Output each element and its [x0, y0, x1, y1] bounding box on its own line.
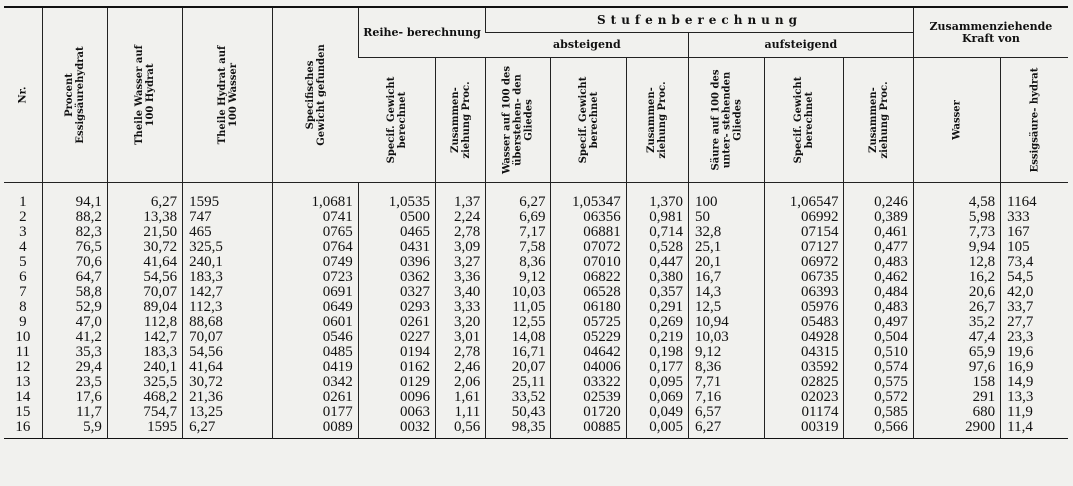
header-spec-gefunden: [273, 7, 358, 183]
header-ab-spec: [551, 58, 626, 183]
cell-ab-spec: 03322: [551, 375, 626, 390]
cell-ab-spec: 06528: [551, 285, 626, 300]
cell-reihe-spec: 0096: [358, 390, 435, 405]
table-row: [4, 240, 1068, 255]
cell-ab-spec: 07072: [551, 240, 626, 255]
cell-theile-hydrat: 41,64: [183, 360, 273, 375]
cell-procent: 41,2: [42, 330, 107, 345]
cell-ab-spec: 02539: [551, 390, 626, 405]
cell-theile-hydrat: 30,72: [183, 375, 273, 390]
header-stufen: Stufenberechnung: [486, 7, 914, 33]
cell-kraft-wasser: 4,58: [913, 195, 1000, 210]
cell-theile-hydrat: 465: [183, 225, 273, 240]
cell-ab-zus: 0,069: [626, 390, 688, 405]
cell-reihe-zus: 3,27: [436, 255, 486, 270]
cell-reihe-zus: 3,20: [436, 315, 486, 330]
cell-procent: 58,8: [42, 285, 107, 300]
cell-theile-wasser: 30,72: [107, 240, 182, 255]
cell-kraft-wasser: 35,2: [913, 315, 1000, 330]
cell-reihe-spec: 0396: [358, 255, 435, 270]
header-ab-zus-label: Zusammen- ziehung Proc.: [646, 81, 669, 159]
cell-theile-wasser: 1595: [107, 420, 182, 439]
cell-kraft-hydrat: 105: [1001, 240, 1068, 255]
cell-spec-gefunden: 0419: [273, 360, 358, 375]
cell-reihe-spec: 0465: [358, 225, 435, 240]
cell-auf-saeure: 10,94: [688, 315, 764, 330]
cell-ab-zus: 0,095: [626, 375, 688, 390]
cell-reihe-zus: 3,36: [436, 270, 486, 285]
cell-auf-zus: 0,483: [844, 255, 913, 270]
cell-theile-wasser: 13,38: [107, 210, 182, 225]
cell-theile-hydrat: 112,3: [183, 300, 273, 315]
cell-auf-spec: 1,06547: [765, 195, 844, 210]
cell-auf-zus: 0,477: [844, 240, 913, 255]
cell-ab-wasser: 8,36: [486, 255, 551, 270]
cell-auf-zus: 0,575: [844, 375, 913, 390]
cell-auf-zus: 0,497: [844, 315, 913, 330]
header-ab-zus: [626, 58, 688, 183]
header-nr-label: Nr.: [17, 86, 29, 104]
cell-reihe-zus: 2,06: [436, 375, 486, 390]
cell-theile-wasser: 54,56: [107, 270, 182, 285]
cell-nr: 14: [15, 389, 31, 405]
header-theile-hydrat-label: Theile Hydrat auf 100 Wasser: [216, 45, 239, 145]
table-row: [4, 390, 1068, 405]
cell-kraft-hydrat: 16,9: [1001, 360, 1068, 375]
cell-ab-spec: 04006: [551, 360, 626, 375]
cell-kraft-wasser: 9,94: [913, 240, 1000, 255]
cell-ab-zus: 0,005: [626, 420, 688, 439]
cell-procent: 35,3: [42, 345, 107, 360]
cell-auf-spec: 00319: [765, 420, 844, 439]
header-ab-wasser: [486, 58, 551, 183]
cell-theile-wasser: 112,8: [107, 315, 182, 330]
cell-ab-wasser: 50,43: [486, 405, 551, 420]
cell-theile-hydrat: 1595: [183, 195, 273, 210]
cell-ab-wasser: 10,03: [486, 285, 551, 300]
header-reihe-zus: [436, 58, 486, 183]
cell-auf-spec: 02023: [765, 390, 844, 405]
cell-theile-hydrat: 70,07: [183, 330, 273, 345]
header-kraft-wasser-label: Wasser: [951, 100, 963, 140]
cell-reihe-spec: 0129: [358, 375, 435, 390]
cell-nr: 9: [19, 314, 27, 330]
cell-reihe-zus: 2,78: [436, 225, 486, 240]
cell-kraft-wasser: 20,6: [913, 285, 1000, 300]
cell-theile-wasser: 754,7: [107, 405, 182, 420]
header-reihe-spec-label: Specif. Gewicht berechnet: [385, 76, 408, 164]
header-auf-saeure: [688, 58, 764, 183]
cell-theile-hydrat: 183,3: [183, 270, 273, 285]
cell-auf-saeure: 7,71: [688, 375, 764, 390]
cell-nr: 13: [15, 374, 31, 390]
cell-spec-gefunden: 0089: [273, 420, 358, 439]
cell-auf-saeure: 12,5: [688, 300, 764, 315]
cell-auf-saeure: 32,8: [688, 225, 764, 240]
cell-ab-zus: 0,380: [626, 270, 688, 285]
cell-reihe-spec: 0293: [358, 300, 435, 315]
cell-kraft-wasser: 47,4: [913, 330, 1000, 345]
cell-kraft-wasser: 26,7: [913, 300, 1000, 315]
cell-ab-wasser: 12,55: [486, 315, 551, 330]
cell-theile-hydrat: 13,25: [183, 405, 273, 420]
cell-ab-wasser: 20,07: [486, 360, 551, 375]
cell-spec-gefunden: 0177: [273, 405, 358, 420]
acetic-acid-table: [4, 6, 1068, 439]
table-row: [4, 300, 1068, 315]
cell-auf-saeure: 10,03: [688, 330, 764, 345]
header-auf-zus: [844, 58, 913, 183]
cell-ab-wasser: 6,27: [486, 195, 551, 210]
cell-ab-spec: 01720: [551, 405, 626, 420]
cell-procent: 11,7: [42, 405, 107, 420]
cell-ab-wasser: 7,58: [486, 240, 551, 255]
cell-auf-saeure: 16,7: [688, 270, 764, 285]
table-row: [4, 330, 1068, 345]
cell-nr: 5: [19, 254, 27, 270]
cell-ab-spec: 06822: [551, 270, 626, 285]
cell-nr: 7: [19, 284, 27, 300]
cell-ab-zus: 0,714: [626, 225, 688, 240]
cell-reihe-zus: 3,40: [436, 285, 486, 300]
cell-reihe-zus: 3,33: [436, 300, 486, 315]
cell-theile-hydrat: 142,7: [183, 285, 273, 300]
cell-theile-wasser: 240,1: [107, 360, 182, 375]
cell-kraft-hydrat: 73,4: [1001, 255, 1068, 270]
header-procent: [42, 7, 107, 183]
cell-reihe-zus: 1,61: [436, 390, 486, 405]
cell-auf-spec: 06992: [765, 210, 844, 225]
cell-procent: 23,5: [42, 375, 107, 390]
cell-nr: 4: [19, 239, 27, 255]
cell-ab-spec: 1,05347: [551, 195, 626, 210]
cell-kraft-hydrat: 11,9: [1001, 405, 1068, 420]
cell-kraft-hydrat: 1164: [1001, 195, 1068, 210]
cell-auf-saeure: 100: [688, 195, 764, 210]
cell-ab-spec: 06180: [551, 300, 626, 315]
cell-auf-saeure: 8,36: [688, 360, 764, 375]
cell-auf-saeure: 25,1: [688, 240, 764, 255]
cell-spec-gefunden: 0261: [273, 390, 358, 405]
cell-spec-gefunden: 0649: [273, 300, 358, 315]
cell-ab-zus: 1,370: [626, 195, 688, 210]
cell-reihe-zus: 3,09: [436, 240, 486, 255]
cell-reihe-spec: 0261: [358, 315, 435, 330]
cell-spec-gefunden: 0765: [273, 225, 358, 240]
cell-ab-wasser: 11,05: [486, 300, 551, 315]
cell-auf-zus: 0,389: [844, 210, 913, 225]
cell-kraft-hydrat: 19,6: [1001, 345, 1068, 360]
cell-spec-gefunden: 0741: [273, 210, 358, 225]
cell-nr: 1: [19, 194, 27, 210]
cell-nr: 15: [15, 404, 31, 420]
cell-procent: 47,0: [42, 315, 107, 330]
cell-spec-gefunden: 0749: [273, 255, 358, 270]
table-row: [4, 405, 1068, 420]
cell-reihe-spec: 0227: [358, 330, 435, 345]
header-spec-gefunden-label: Specifisches Gewicht gefunden: [304, 44, 327, 146]
cell-auf-spec: 06735: [765, 270, 844, 285]
cell-auf-spec: 04928: [765, 330, 844, 345]
cell-reihe-spec: 1,0535: [358, 195, 435, 210]
cell-ab-zus: 0,291: [626, 300, 688, 315]
cell-kraft-hydrat: 33,7: [1001, 300, 1068, 315]
cell-auf-saeure: 9,12: [688, 345, 764, 360]
header-kraft-hydrat-label: Essigsäure- hydrat: [1029, 67, 1041, 173]
cell-theile-hydrat: 21,36: [183, 390, 273, 405]
cell-ab-zus: 0,269: [626, 315, 688, 330]
cell-nr: 11: [15, 344, 31, 360]
cell-auf-spec: 03592: [765, 360, 844, 375]
cell-auf-zus: 0,461: [844, 225, 913, 240]
cell-kraft-wasser: 7,73: [913, 225, 1000, 240]
cell-auf-saeure: 20,1: [688, 255, 764, 270]
cell-reihe-zus: 1,37: [436, 195, 486, 210]
cell-auf-zus: 0,462: [844, 270, 913, 285]
cell-nr: 2: [19, 209, 27, 225]
table-row: [4, 375, 1068, 390]
cell-ab-zus: 0,447: [626, 255, 688, 270]
cell-kraft-hydrat: 23,3: [1001, 330, 1068, 345]
cell-ab-wasser: 16,71: [486, 345, 551, 360]
header-theile-hydrat: [183, 7, 273, 183]
cell-spec-gefunden: 0485: [273, 345, 358, 360]
cell-procent: 82,3: [42, 225, 107, 240]
cell-theile-hydrat: 88,68: [183, 315, 273, 330]
header-reihe-zus-label: Zusammen- ziehung Proc.: [449, 81, 472, 159]
cell-nr: 16: [15, 419, 31, 435]
cell-auf-zus: 0,566: [844, 420, 913, 439]
cell-theile-hydrat: 747: [183, 210, 273, 225]
cell-theile-wasser: 468,2: [107, 390, 182, 405]
cell-reihe-spec: 0063: [358, 405, 435, 420]
table-row: [4, 225, 1068, 240]
cell-ab-wasser: 6,69: [486, 210, 551, 225]
cell-spec-gefunden: 0546: [273, 330, 358, 345]
cell-nr: 6: [19, 269, 27, 285]
cell-ab-zus: 0,981: [626, 210, 688, 225]
header-theile-wasser-label: Theile Wasser auf 100 Hydrat: [133, 45, 156, 145]
cell-auf-saeure: 6,27: [688, 420, 764, 439]
header-nr: [4, 7, 42, 183]
cell-ab-wasser: 25,11: [486, 375, 551, 390]
cell-kraft-wasser: 158: [913, 375, 1000, 390]
cell-kraft-hydrat: 333: [1001, 210, 1068, 225]
cell-reihe-spec: 0194: [358, 345, 435, 360]
cell-ab-spec: 04642: [551, 345, 626, 360]
cell-procent: 94,1: [42, 195, 107, 210]
cell-theile-hydrat: 54,56: [183, 345, 273, 360]
cell-kraft-wasser: 16,2: [913, 270, 1000, 285]
cell-auf-saeure: 14,3: [688, 285, 764, 300]
cell-ab-spec: 00885: [551, 420, 626, 439]
header-kraft-wasser: [913, 58, 1000, 183]
cell-reihe-zus: 3,01: [436, 330, 486, 345]
cell-reihe-spec: 0327: [358, 285, 435, 300]
cell-auf-spec: 06972: [765, 255, 844, 270]
cell-ab-spec: 06356: [551, 210, 626, 225]
header-reihe: Reihe- berechnung: [358, 7, 485, 58]
data-table-container: [4, 6, 1068, 439]
header-kraft-hydrat: [1001, 58, 1068, 183]
cell-auf-spec: 05976: [765, 300, 844, 315]
cell-theile-hydrat: 6,27: [183, 420, 273, 439]
cell-theile-hydrat: 240,1: [183, 255, 273, 270]
table-row: [4, 255, 1068, 270]
cell-reihe-zus: 0,56: [436, 420, 486, 439]
header-auf-saeure-label: Säure auf 100 des unter- stehenden Gliedes: [710, 69, 744, 171]
cell-kraft-wasser: 5,98: [913, 210, 1000, 225]
header-theile-wasser: [107, 7, 182, 183]
header-reihe-spec: [358, 58, 435, 183]
cell-auf-spec: 07127: [765, 240, 844, 255]
cell-spec-gefunden: 0601: [273, 315, 358, 330]
cell-auf-spec: 07154: [765, 225, 844, 240]
cell-auf-zus: 0,246: [844, 195, 913, 210]
header-procent-label: Procent Essigsäurehydrat: [63, 46, 86, 144]
cell-reihe-zus: 2,46: [436, 360, 486, 375]
cell-theile-wasser: 325,5: [107, 375, 182, 390]
cell-ab-zus: 0,528: [626, 240, 688, 255]
cell-auf-zus: 0,483: [844, 300, 913, 315]
header-aufsteigend: aufsteigend: [688, 33, 913, 58]
cell-kraft-wasser: 65,9: [913, 345, 1000, 360]
cell-auf-spec: 04315: [765, 345, 844, 360]
cell-auf-spec: 05483: [765, 315, 844, 330]
cell-ab-zus: 0,177: [626, 360, 688, 375]
cell-nr: 3: [19, 224, 27, 240]
cell-ab-spec: 06881: [551, 225, 626, 240]
cell-kraft-hydrat: 54,5: [1001, 270, 1068, 285]
cell-procent: 76,5: [42, 240, 107, 255]
cell-kraft-hydrat: 42,0: [1001, 285, 1068, 300]
cell-theile-wasser: 89,04: [107, 300, 182, 315]
cell-ab-zus: 0,219: [626, 330, 688, 345]
header-ab-wasser-label: Wasser auf 100 des überstehen- den Gliedes: [501, 65, 535, 175]
cell-reihe-spec: 0431: [358, 240, 435, 255]
cell-theile-hydrat: 325,5: [183, 240, 273, 255]
table-body: [4, 183, 1068, 439]
cell-reihe-spec: 0500: [358, 210, 435, 225]
header-kraft: Zusammenziehende Kraft von: [913, 7, 1068, 58]
cell-procent: 64,7: [42, 270, 107, 285]
header-auf-spec: [765, 58, 844, 183]
cell-kraft-hydrat: 13,3: [1001, 390, 1068, 405]
cell-kraft-hydrat: 167: [1001, 225, 1068, 240]
cell-auf-spec: 06393: [765, 285, 844, 300]
cell-auf-saeure: 50: [688, 210, 764, 225]
cell-auf-spec: 01174: [765, 405, 844, 420]
cell-theile-wasser: 183,3: [107, 345, 182, 360]
cell-kraft-hydrat: 11,4: [1001, 420, 1068, 439]
cell-spec-gefunden: 0764: [273, 240, 358, 255]
cell-reihe-zus: 1,11: [436, 405, 486, 420]
header-ab-spec-label: Specif. Gewicht berechnet: [577, 76, 600, 164]
cell-kraft-wasser: 12,8: [913, 255, 1000, 270]
cell-theile-wasser: 6,27: [107, 195, 182, 210]
cell-theile-wasser: 21,50: [107, 225, 182, 240]
cell-nr: 10: [15, 329, 31, 345]
cell-auf-saeure: 7,16: [688, 390, 764, 405]
cell-procent: 70,6: [42, 255, 107, 270]
cell-procent: 52,9: [42, 300, 107, 315]
table-row: [4, 420, 1068, 439]
cell-kraft-wasser: 291: [913, 390, 1000, 405]
cell-kraft-wasser: 2900: [913, 420, 1000, 439]
cell-theile-wasser: 142,7: [107, 330, 182, 345]
cell-spec-gefunden: 0342: [273, 375, 358, 390]
cell-reihe-zus: 2,78: [436, 345, 486, 360]
cell-ab-spec: 05725: [551, 315, 626, 330]
table-row: [4, 210, 1068, 225]
cell-auf-spec: 02825: [765, 375, 844, 390]
cell-ab-zus: 0,049: [626, 405, 688, 420]
cell-kraft-hydrat: 14,9: [1001, 375, 1068, 390]
cell-reihe-spec: 0162: [358, 360, 435, 375]
cell-procent: 17,6: [42, 390, 107, 405]
cell-reihe-spec: 0032: [358, 420, 435, 439]
cell-ab-wasser: 98,35: [486, 420, 551, 439]
table-row: [4, 195, 1068, 210]
cell-procent: 29,4: [42, 360, 107, 375]
cell-ab-wasser: 9,12: [486, 270, 551, 285]
cell-kraft-hydrat: 27,7: [1001, 315, 1068, 330]
cell-reihe-zus: 2,24: [436, 210, 486, 225]
cell-spec-gefunden: 0691: [273, 285, 358, 300]
header-auf-zus-label: Zusammen- ziehung Proc.: [867, 81, 890, 159]
cell-kraft-wasser: 680: [913, 405, 1000, 420]
cell-auf-zus: 0,585: [844, 405, 913, 420]
cell-theile-wasser: 41,64: [107, 255, 182, 270]
cell-auf-zus: 0,484: [844, 285, 913, 300]
cell-ab-wasser: 14,08: [486, 330, 551, 345]
cell-procent: 88,2: [42, 210, 107, 225]
cell-ab-wasser: 7,17: [486, 225, 551, 240]
cell-auf-zus: 0,510: [844, 345, 913, 360]
header-auf-spec-label: Specif. Gewicht berechnet: [793, 76, 816, 164]
cell-auf-zus: 0,504: [844, 330, 913, 345]
cell-theile-wasser: 70,07: [107, 285, 182, 300]
cell-kraft-wasser: 97,6: [913, 360, 1000, 375]
table-row: [4, 285, 1068, 300]
cell-reihe-spec: 0362: [358, 270, 435, 285]
table-row: [4, 360, 1068, 375]
cell-nr: 12: [15, 359, 31, 375]
cell-ab-spec: 07010: [551, 255, 626, 270]
table-row: [4, 345, 1068, 360]
cell-procent: 5,9: [42, 420, 107, 439]
cell-ab-zus: 0,198: [626, 345, 688, 360]
cell-auf-saeure: 6,57: [688, 405, 764, 420]
cell-ab-zus: 0,357: [626, 285, 688, 300]
cell-auf-zus: 0,572: [844, 390, 913, 405]
cell-ab-wasser: 33,52: [486, 390, 551, 405]
table-row: [4, 315, 1068, 330]
cell-auf-zus: 0,574: [844, 360, 913, 375]
cell-spec-gefunden: 1,0681: [273, 195, 358, 210]
cell-ab-spec: 05229: [551, 330, 626, 345]
cell-nr: 8: [19, 299, 27, 315]
cell-spec-gefunden: 0723: [273, 270, 358, 285]
header-absteigend: absteigend: [486, 33, 689, 58]
table-row: [4, 270, 1068, 285]
